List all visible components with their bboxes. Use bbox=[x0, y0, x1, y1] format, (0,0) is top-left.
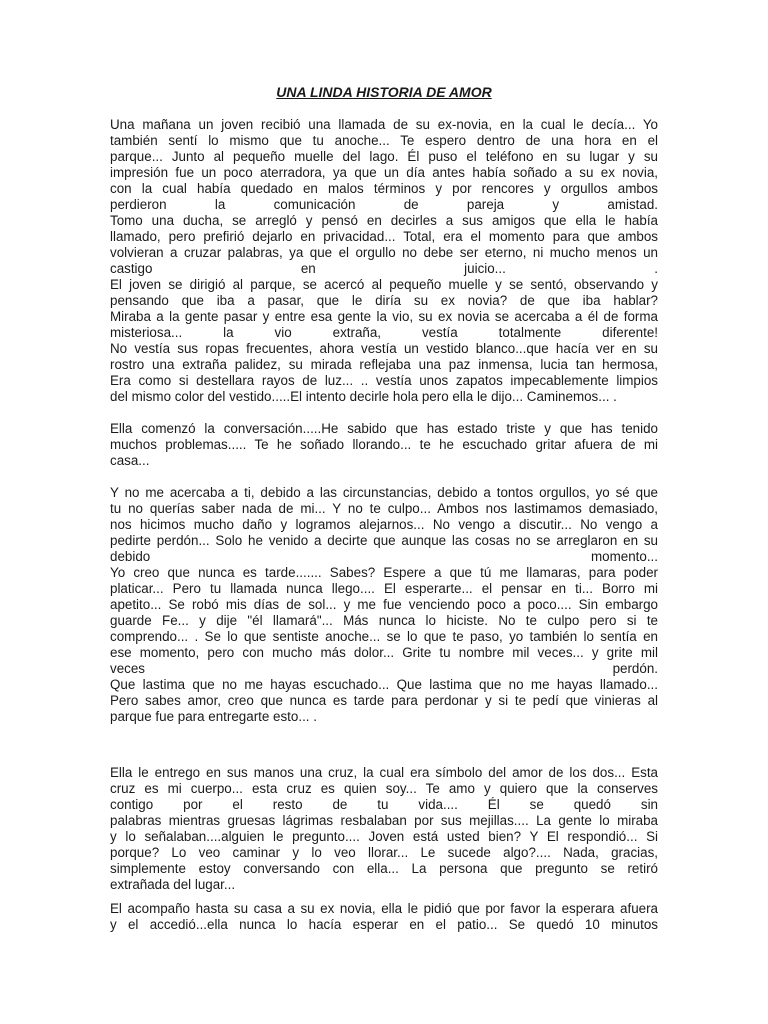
document-title: UNA LINDA HISTORIA DE AMOR bbox=[276, 84, 492, 100]
text-line: volvieran a cruzar palabras, ya que el orgullo no debe ser eterno, ni mucho menos un bbox=[110, 245, 658, 260]
text-line: contigo por el resto de tu vida.... Él se quedó sin bbox=[110, 797, 658, 812]
text-line: impresión fue un poco aterradora, ya que un día antes había soñado a su ex novia, bbox=[110, 165, 658, 180]
text-line: palabras mientras gruesas lágrimas resbalaban por sus mejillas.... La gente lo miraba bbox=[110, 813, 658, 828]
text-line: No vestía sus ropas frecuentes, ahora vestía un vestido blanco...que hacía ver en su bbox=[110, 341, 658, 356]
text-line: simplemente estoy conversando con ella... La persona que pregunto se retiró bbox=[110, 861, 658, 876]
text-line: casa... bbox=[110, 453, 150, 468]
text-line: comprendo... . Se lo que sentiste anoche... se lo que te paso, yo también lo sentía en bbox=[110, 629, 658, 644]
text-line: tu no querías saber nada de mi... Y no te culpo... Ambos nos lastimamos demasiado, bbox=[110, 501, 658, 516]
text-line: y lo señalaban....alguien le pregunto.... Joven está usted bien? Y El respondió... Si bbox=[110, 829, 658, 844]
text-line: debido momento... bbox=[110, 549, 658, 564]
text-line: perdieron la comunicación de pareja y amistad. bbox=[110, 197, 658, 212]
text-line: muchos problemas..... Te he soñado llorando... te he escuchado gritar afuera de mi bbox=[110, 437, 658, 452]
text-line: nos hicimos mucho daño y logramos alejarnos... No vengo a discutir... No vengo a bbox=[110, 517, 658, 532]
text-line: con la cual había quedado en malos términos y por rencores y orgullos ambos bbox=[110, 181, 658, 196]
text-line: cruz es mi cuerpo... esta cruz es quien soy... Te amo y quiero que la conserves bbox=[110, 781, 658, 796]
text-line: y el accedió...ella nunca lo hacía esperar en el patio... Se quedó 10 minutos bbox=[110, 917, 658, 932]
text-line: porque? Lo veo caminar y lo veo llorar... Le sucede algo?.... Nada, gracias, bbox=[110, 845, 658, 860]
text-line: Pero sabes amor, creo que nunca es tarde para perdonar y si te pedí que vinieras al bbox=[110, 693, 658, 708]
text-line: guarde Fe... y dije "él llamará"... Más nunca lo hiciste. No te culpo pero si te bbox=[110, 613, 658, 628]
text-line: extrañada del lugar... bbox=[110, 877, 236, 892]
text-line: Ella le entrego en sus manos una cruz, la cual era símbolo del amor de los dos... Esta bbox=[110, 765, 658, 780]
text-line: ese momento, pero con mucho más dolor... Grite tu nombre mil veces... y grite mil bbox=[110, 645, 658, 660]
text-line: El acompaño hasta su casa a su ex novia, ella le pidió que por favor la esperara afuera bbox=[110, 901, 658, 916]
text-line: veces perdón. bbox=[110, 661, 658, 676]
text-line: pensando que iba a pasar, que le diría su ex novia? de que iba hablar? bbox=[110, 293, 658, 308]
text-line: Y no me acercaba a ti, debido a las circunstancias, debido a tontos orgullos, yo sé que bbox=[110, 485, 658, 500]
text-line: Tomo una ducha, se arregló y pensó en decirles a sus amigos que ella le había bbox=[110, 213, 658, 228]
text-line: Era como si destellara rayos de luz... .. vestía unos zapatos impecablemente limpios bbox=[110, 373, 658, 388]
text-line: llamado, pero prefirió dejarlo en privacidad... Total, era el momento para que ambos bbox=[110, 229, 658, 244]
text-line: parque... Junto al pequeño muelle del lago. Él puso el teléfono en su lugar y su bbox=[110, 149, 658, 164]
text-line: Miraba a la gente pasar y entre esa gente la vio, su ex novia se acercaba a él de forma bbox=[110, 309, 658, 324]
text-line: parque fue para entregarte esto... . bbox=[110, 709, 317, 724]
text-line: castigo en juicio... . bbox=[110, 261, 658, 276]
text-line: pedirte perdón... Solo he venido a decirte que aunque las cosas no se arreglaron en su bbox=[110, 533, 658, 548]
text-line: misteriosa... la vio extraña, vestía totalmente diferente! bbox=[110, 325, 658, 340]
text-line: El joven se dirigió al parque, se acercó al pequeño muelle y se sentó, observando y bbox=[110, 277, 658, 292]
text-line: platicar... Pero tu llamada nunca llego.... El esperarte... el pensar en ti... Borro mi bbox=[110, 581, 658, 596]
text-line: también sentí lo mismo que tu anoche... Te espero dentro de una hora en el bbox=[110, 133, 658, 148]
text-line: del mismo color del vestido.....El intento decirle hola pero ella le dijo... Caminemos... . bbox=[110, 389, 617, 404]
text-line: rostro una extraña palidez, su mirada reflejaba una paz inmensa, lucia tan hermosa, bbox=[110, 357, 658, 372]
text-line: Que lastima que no me hayas escuchado... Que lastima que no me hayas llamado... bbox=[110, 677, 658, 692]
text-line: apetito... Se robó mis días de sol... y me fue venciendo poco a poco.... Sin embargo bbox=[110, 597, 658, 612]
text-line: Yo creo que nunca es tarde....... Sabes? Espere a que tú me llamaras, para poder bbox=[110, 565, 658, 580]
text-line: Una mañana un joven recibió una llamada de su ex-novia, en la cual le decía... Yo bbox=[110, 117, 658, 132]
text-line: Ella comenzó la conversación.....He sabido que has estado triste y que has tenido bbox=[110, 421, 658, 436]
